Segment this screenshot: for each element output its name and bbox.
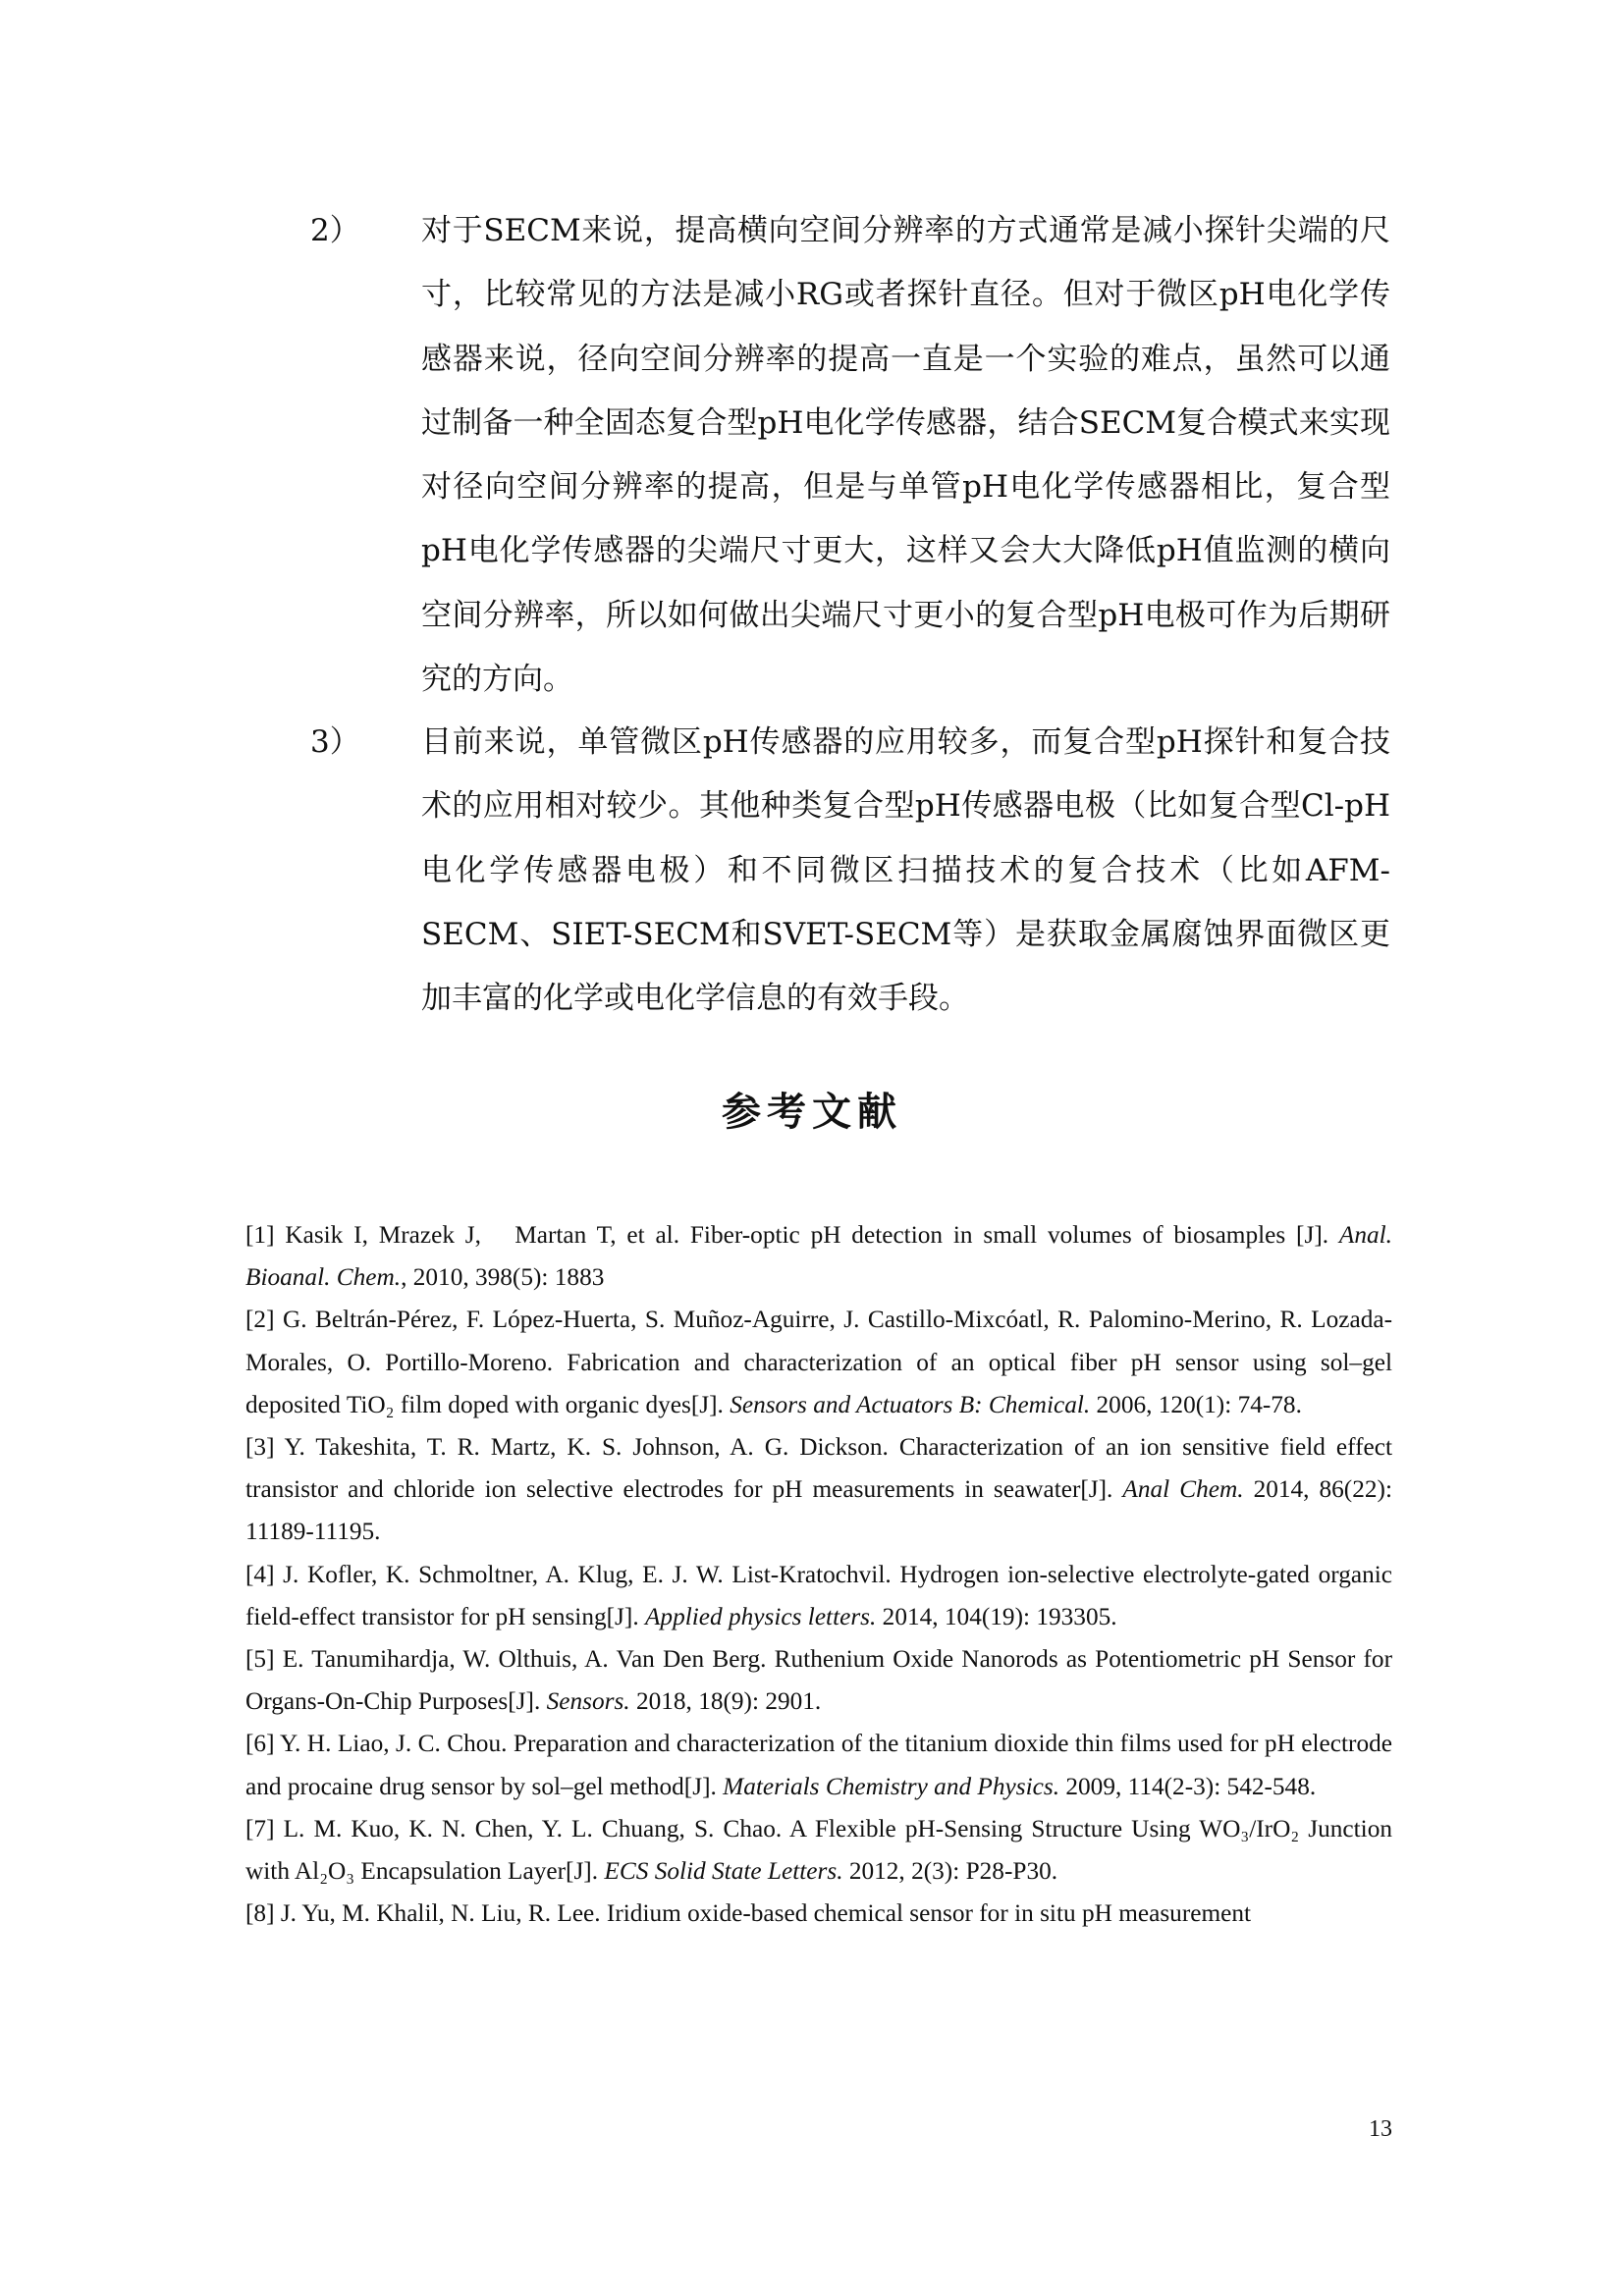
reference-details: 2014, 86(22): 11189-11195.: [245, 1475, 1392, 1546]
list-item-text: 目前来说，单管微区pH传感器的应用较多，而复合型pH探针和复合技术的应用相对较少。其他种类复合型pH传感器电极（比如复合型Cl-pH电化学传感器电极）和不同微区扫描技术的复合技术（比如AFM-SECM、SIET-SECM和SVET-SECM等）是获取金属腐蚀界面微区更加丰富的化学或电化学信息的有效手段。: [421, 724, 1390, 1017]
reference-item: [245, 1808, 1392, 1893]
journal-name: Materials Chemistry and Physics.: [723, 1772, 1060, 1800]
reference-details: 2018, 18(9): 2901.: [629, 1687, 822, 1716]
journal-name: Anal Chem.: [1122, 1475, 1244, 1504]
list-item-number: 2）: [310, 213, 360, 248]
reference-details: 2014, 104(19): 193305.: [876, 1602, 1117, 1630]
list-item: [310, 199, 1390, 712]
reference-text: [8] J. Yu, M. Khalil, N. Liu, R. Lee. Iridium oxide-based chemical sensor for in situ pH measurement: [245, 1899, 1252, 1928]
reference-text: [1] Kasik I, Mrazek J, Martan T, et al. Fiber-optic pH detection in small volumes of biosamples [J].: [245, 1221, 1339, 1249]
reference-item: [245, 1723, 1392, 1807]
reference-text: [3] Y. Takeshita, T. R. Martz, K. S. Johnson, A. G. Dickson. Characterization of an ion sensitive field effect transistor and chloride ion selective electrodes for pH measurements in seawater[J].: [245, 1433, 1392, 1504]
journal-name: Anal. Bioanal. Chem.: [245, 1221, 1392, 1292]
journal-name: Sensors.: [546, 1687, 630, 1716]
reference-details: 2006, 120(1): 74-78.: [1090, 1390, 1302, 1418]
list-item-text: 对于SECM来说，提高横向空间分辨率的方式通常是减小探针尖端的尺寸，比较常见的方法是减小RG或者探针直径。但对于微区pH电化学传感器来说，径向空间分辨率的提高一直是一个实验的难点，虽然可以通过制备一种全固态复合型pH电化学传感器，结合SECM复合模式来实现对径向空间分辨率的提高，但是与单管pH电化学传感器相比，复合型pH电化学传感器的尖端尺寸更大，这样又会大大降低pH值监测的横向空间分辨率，所以如何做出尖端尺寸更小的复合型pH电极可作为后期研究的方向。: [421, 213, 1390, 698]
reference-item: [245, 1214, 1392, 1299]
reference-item: [245, 1638, 1392, 1723]
references-heading: 参考文献: [722, 1089, 902, 1135]
reference-text: [7] L. M. Kuo, K. N. Chen, Y. L. Chuang, S. Chao. A Flexible pH-Sensing Structure Using WO₃/IrO₂ Junction with Al₂O₃ Encapsulation Layer[J].: [245, 1814, 1392, 1886]
list-item-number: 3）: [310, 724, 360, 760]
reference-item: [245, 1426, 1392, 1554]
reference-item: [245, 1893, 1392, 1935]
reference-details: 2012, 2(3): P28-P30.: [842, 1857, 1058, 1886]
journal-name: Sensors and Actuators B: Chemical.: [730, 1390, 1091, 1418]
reference-text: [2] G. Beltrán-Pérez, F. López-Huerta, S. Muñoz-Aguirre, J. Castillo-Mixcóatl, R. Palomino-Merino, R. Lozada-Morales, O. Portillo-Moreno. Fabrication and characterization of an optical fiber pH sensor using sol–gel deposited TiO₂ film doped with organic dyes[J].: [245, 1306, 1392, 1418]
journal-name: ECS Solid State Letters.: [604, 1857, 843, 1886]
list-item: [310, 711, 1390, 1031]
reference-details: 2009, 114(2-3): 542-548.: [1059, 1772, 1317, 1800]
journal-name: Applied physics letters.: [644, 1602, 877, 1630]
reference-list: [245, 1214, 1392, 1935]
reference-text: [5] E. Tanumihardja, W. Olthuis, A. Van Den Berg. Ruthenium Oxide Nanorods as Potentiometric pH Sensor for Organs-On-Chip Purposes[J].: [245, 1645, 1392, 1716]
reference-text: [6] Y. H. Liao, J. C. Chou. Preparation and characterization of the titanium dioxide thin films used for pH electrode and procaine drug sensor by sol–gel method[J].: [245, 1730, 1392, 1800]
page-number: 13: [1369, 2116, 1392, 2142]
reference-details: , 2010, 398(5): 1883: [401, 1263, 605, 1292]
reference-text: [4] J. Kofler, K. Schmoltner, A. Klug, E. J. W. List-Kratochvil. Hydrogen ion-selective electrolyte-gated organic field-effect transistor for pH sensing[J].: [245, 1560, 1392, 1630]
reference-item: [245, 1554, 1392, 1638]
reference-item: [245, 1299, 1392, 1426]
